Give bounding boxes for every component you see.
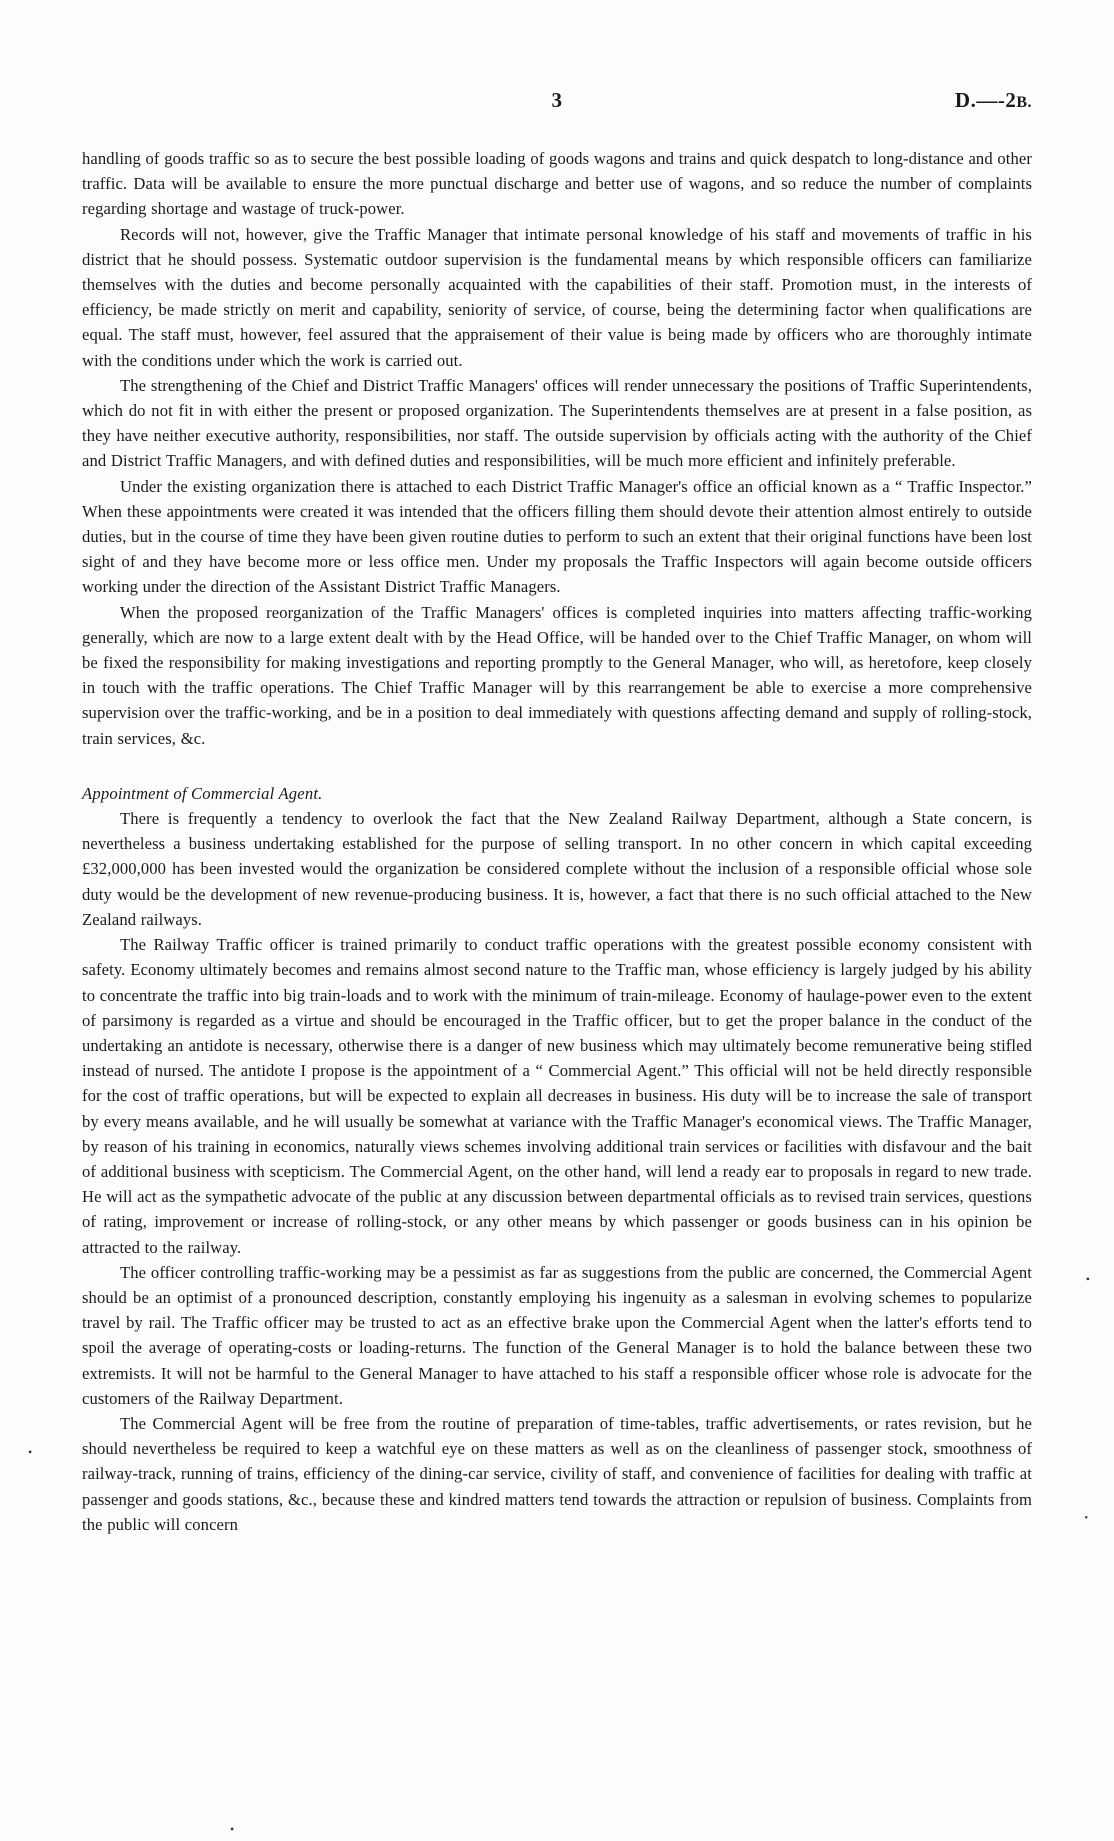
paragraph: The strengthening of the Chief and District Traffic Managers' offices will render unnecessary the positions of Traffic Superintendents, which do not fit in with either the present or proposed organization. The Superintendents themselves are at present in a false position, as they have neither executive authority, responsibilities, nor staff. The outside supervision by officials acting with the authority of the Chief and District Traffic Managers, and with defined duties and responsibilities, will be much more efficient and infinitely preferable. bbox=[82, 375, 1032, 471]
ink-mark: • bbox=[1085, 1272, 1090, 1286]
paragraph: The officer controlling traffic-working may be a pessimist as far as suggestions from the public are concerned, the Commercial Agent should be an optimist of a pronounced description, constantly employing his ingenuity as a salesman in evolving schemes to popularize travel by rail. The Traffic officer may be trusted to act as an effective brake upon the Commercial Agent when the latter's efforts tend to spoil the average of operating-costs or loading-returns. The function of the General Manager is to hold the balance between these two extremists. It will not be harmful to the General Manager to have attached to his staff a responsible officer whose role is advocate for the customers of the Railway Department. bbox=[82, 1262, 1032, 1408]
section-heading: Appointment of Commercial Agent. bbox=[82, 783, 323, 803]
document-reference bbox=[955, 88, 1032, 113]
paragraph: Under the existing organization there is attached to each District Traffic Manager's office an official known as a “ Traffic Inspector.” When these appointments were created it was intended that the officers filling them should devote their attention almost entirely to outside duties, but in the course of time they have been given routine duties to perform to such an extent that their original functions have been lost sight of and they have become more or less office men. Under my proposals the Traffic Inspectors will again become outside officers working under the direction of the Assistant District Traffic Managers. bbox=[82, 476, 1032, 597]
document-body bbox=[82, 146, 1032, 1537]
page-number: 3 bbox=[551, 88, 563, 112]
doc-ref-main: D.—-2 bbox=[954, 88, 1017, 112]
ink-mark: • bbox=[1084, 1513, 1088, 1524]
paragraph: handling of goods traffic so as to secure the best possible loading of goods wagons and trains and quick despatch to long-distance and other traffic. Data will be available to ensure the more punctual discharge and better use of wagons, and so reduce the number of complaints regarding shortage and wastage of truck-power. bbox=[82, 149, 1032, 219]
paragraph: The Railway Traffic officer is trained primarily to conduct traffic operations with the greatest possible economy consistent with safety. Economy ultimately becomes and remains almost second nature to the Traffic man, whose efficiency is largely judged by his ability to concentrate the traffic into big train-loads and to work with the minimum of train-mileage. Economy of haulage-power even to the extent of parsimony is regarded as a virtue and should be encouraged in the Traffic officer, but to get the proper balance in the conduct of the undertaking an antidote is necessary, otherwise there is a danger of new business which may ultimately become remunerative being stifled instead of nursed. The antidote I propose is the appointment of a “ Commercial Agent.” This official will not be held directly responsible for the cost of traffic operations, but will be expected to explain all decreases in business. His duty will be to increase the sale of transport by every means available, and he will usually be somewhat at variance with the Traffic Manager's economical views. The Traffic Manager, by reason of his training in economics, naturally views schemes involving additional train services or facilities with disfavour and the bait of additional business with scepticism. The Commercial Agent, on the other hand, will lend a ready ear to proposals in regard to new trade. He will act as the sympathetic advocate of the public at any discussion between departmental officials as to revised train services, questions of rating, improvement or increase of rolling-stock, or any other means by which passenger or goods business can in his opinion be attracted to the railway. bbox=[82, 935, 1032, 1257]
doc-ref-suffix: B. bbox=[1016, 94, 1032, 111]
paragraph: Records will not, however, give the Traffic Manager that intimate personal knowledge of his staff and movements of traffic in his district that he should possess. Systematic outdoor supervision is the fundamental means by which responsible officers can familiarize themselves with the duties and become personally acquainted with the capabilities of their staff. Promotion must, in the interests of efficiency, be made strictly on merit and capability, seniority of service, of course, being the determining factor when qualifications are equal. The staff must, however, feel assured that the appraisement of their value is being made by officers who are thoroughly intimate with the conditions under which the work is carried out. bbox=[82, 224, 1032, 370]
paragraph: When the proposed reorganization of the Traffic Managers' offices is completed inquiries into matters affecting traffic-working generally, which are now to a large extent dealt with by the Head Office, will be handed over to the Chief Traffic Manager, on whom will be fixed the responsibility for making investigations and reporting promptly to the General Manager, who will, as heretofore, keep closely in touch with the traffic operations. The Chief Traffic Manager will by this rearrangement be able to exercise a more comprehensive supervision over the traffic-working, and be in a position to deal immediately with questions affecting demand and supply of rolling-stock, train services, &c. bbox=[82, 602, 1032, 748]
paragraph: There is frequently a tendency to overlook the fact that the New Zealand Railway Department, although a State concern, is nevertheless a business undertaking established for the purpose of selling transport. In no other concern in which capital exceeding £32,000,000 has been invested would the organization be considered complete without the inclusion of a responsible official whose sole duty would be the development of new revenue-producing business. It is, however, a fact that there is no such official attached to the New Zealand railways. bbox=[82, 809, 1032, 929]
paragraph: The Commercial Agent will be free from the routine of preparation of time-tables, traffic advertisements, or rates revision, but he should nevertheless be required to keep a watchful eye on these matters as well as on the cleanliness of passenger stock, smoothness of railway-track, running of trains, efficiency of the dining-car service, civility of staff, and convenience of facilities for dealing with traffic at passenger and goods stations, &c., because these and kindred matters tend towards the attraction or repulsion of business. Complaints from the public will concern bbox=[82, 1413, 1032, 1534]
ink-mark: • bbox=[230, 1822, 235, 1836]
page-header bbox=[82, 88, 1032, 134]
ink-mark: • bbox=[28, 1445, 33, 1459]
